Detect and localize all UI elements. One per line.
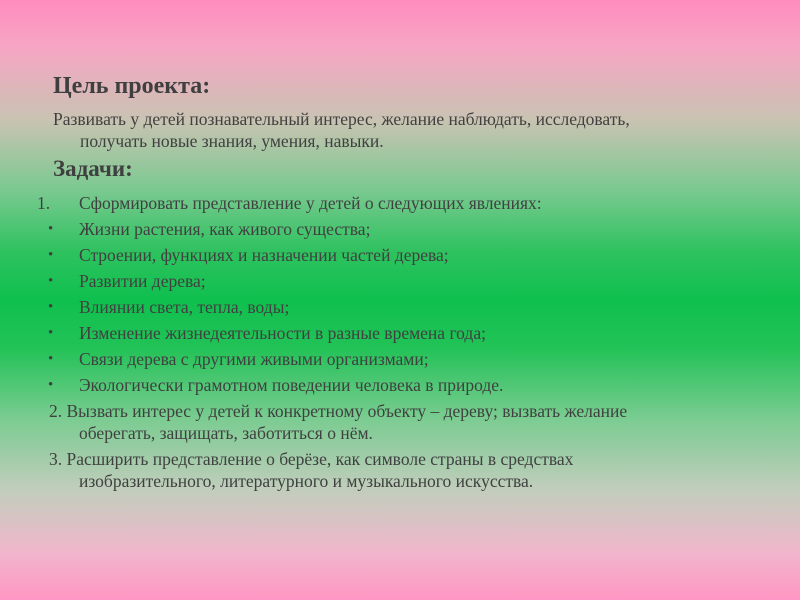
goal-text-line-2: получать новые знания, умения, навыки. xyxy=(80,131,384,151)
bullet-text: Связи дерева с другими живыми организмами; xyxy=(79,349,429,369)
goal-text xyxy=(53,108,753,152)
task-1-text: Сформировать представление у детей о следующих явлениях: xyxy=(79,193,542,213)
bullet-icon: • xyxy=(48,351,54,367)
task-3-line-1: 3. Расширить представление о берёзе, как символе страны в средствах xyxy=(49,449,574,469)
task-3 xyxy=(49,448,759,492)
bullet-text: Изменение жизнедеятельности в разные времена года; xyxy=(79,323,486,343)
bullet-text: Экологически грамотном поведении человека в природе. xyxy=(79,375,504,395)
task-3-line-2: изобразительного, литературного и музыкального искусства. xyxy=(79,471,534,491)
bullet-icon: • xyxy=(48,221,54,237)
tasks-heading: Задачи: xyxy=(53,156,133,181)
bullet-text: Жизни растения, как живого существа; xyxy=(79,219,371,239)
task-2-line-2: оберегать, защищать, заботиться о нём. xyxy=(79,423,373,443)
goal-text-line-1: Развивать у детей познавательный интерес, желание наблюдать, исследовать, xyxy=(53,109,630,129)
bullet-icon: • xyxy=(48,247,54,263)
bullet-icon: • xyxy=(48,325,54,341)
bullet-text: Строении, функциях и назначении частей дерева; xyxy=(79,245,449,265)
goal-heading: Цель проекта: xyxy=(53,73,211,99)
bullet-icon: • xyxy=(48,273,54,289)
bullet-icon: • xyxy=(48,377,54,393)
bullet-icon: • xyxy=(48,299,54,315)
bullet-text: Влиянии света, тепла, воды; xyxy=(79,297,290,317)
task-2-line-1: 2. Вызвать интерес у детей к конкретному объекту – дереву; вызвать желание xyxy=(49,401,628,421)
task-2 xyxy=(49,400,759,444)
bullet-text: Развитии дерева; xyxy=(79,271,206,291)
task-1-number: 1. xyxy=(37,193,51,213)
